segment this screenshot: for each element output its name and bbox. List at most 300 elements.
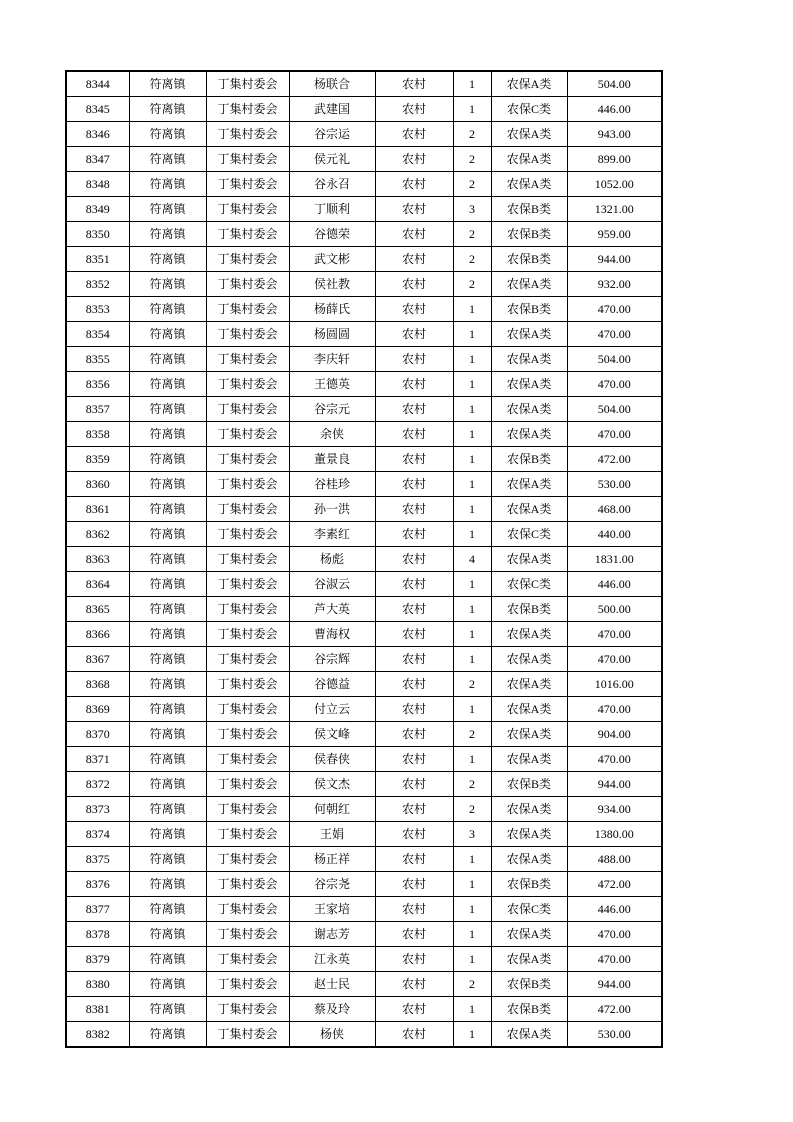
table-row xyxy=(66,372,662,397)
table-cell: 1 xyxy=(453,522,491,547)
table-cell: 丁集村委会 xyxy=(206,747,289,772)
table-cell: 农村 xyxy=(375,822,453,847)
table-cell: 8349 xyxy=(66,197,129,222)
table-cell: 丁集村委会 xyxy=(206,97,289,122)
table-cell: 932.00 xyxy=(567,272,662,297)
table-cell: 944.00 xyxy=(567,247,662,272)
table-cell: 杨彪 xyxy=(289,547,375,572)
table-cell: 8367 xyxy=(66,647,129,672)
table-cell: 470.00 xyxy=(567,322,662,347)
table-cell: 8382 xyxy=(66,1022,129,1048)
table-cell: 董景良 xyxy=(289,447,375,472)
table-cell: 农村 xyxy=(375,372,453,397)
table-cell: 8371 xyxy=(66,747,129,772)
table-cell: 8354 xyxy=(66,322,129,347)
table-cell: 8350 xyxy=(66,222,129,247)
table-row xyxy=(66,297,662,322)
table-cell: 符离镇 xyxy=(129,997,206,1022)
table-cell: 农村 xyxy=(375,397,453,422)
table-cell: 904.00 xyxy=(567,722,662,747)
table-cell: 899.00 xyxy=(567,147,662,172)
table-cell: 丁集村委会 xyxy=(206,71,289,97)
table-cell: 农村 xyxy=(375,272,453,297)
table-cell: 王家培 xyxy=(289,897,375,922)
table-cell: 符离镇 xyxy=(129,697,206,722)
table-row xyxy=(66,547,662,572)
table-cell: 农保A类 xyxy=(491,547,567,572)
table-row xyxy=(66,347,662,372)
table-cell: 农村 xyxy=(375,572,453,597)
table-cell: 农保A类 xyxy=(491,147,567,172)
table-cell: 8358 xyxy=(66,422,129,447)
table-cell: 农保A类 xyxy=(491,697,567,722)
table-cell: 符离镇 xyxy=(129,747,206,772)
table-cell: 农村 xyxy=(375,122,453,147)
table-cell: 530.00 xyxy=(567,472,662,497)
table-cell: 农保A类 xyxy=(491,347,567,372)
table-cell: 农保A类 xyxy=(491,1022,567,1048)
table-cell: 农保A类 xyxy=(491,947,567,972)
table-cell: 蔡及玲 xyxy=(289,997,375,1022)
table-cell: 500.00 xyxy=(567,597,662,622)
table-cell: 农保A类 xyxy=(491,472,567,497)
table-cell: 符离镇 xyxy=(129,972,206,997)
table-cell: 农村 xyxy=(375,672,453,697)
table-cell: 农保B类 xyxy=(491,197,567,222)
table-cell: 何朝红 xyxy=(289,797,375,822)
table-cell: 农保A类 xyxy=(491,172,567,197)
table-cell: 农村 xyxy=(375,872,453,897)
table-cell: 农保A类 xyxy=(491,397,567,422)
table-cell: 农保A类 xyxy=(491,672,567,697)
table-cell: 8370 xyxy=(66,722,129,747)
table-cell: 2 xyxy=(453,147,491,172)
table-cell: 符离镇 xyxy=(129,247,206,272)
table-cell: 符离镇 xyxy=(129,347,206,372)
table-row xyxy=(66,772,662,797)
table-cell: 农保B类 xyxy=(491,297,567,322)
table-cell: 农保C类 xyxy=(491,97,567,122)
table-cell: 446.00 xyxy=(567,572,662,597)
table-cell: 2 xyxy=(453,772,491,797)
table-cell: 农村 xyxy=(375,697,453,722)
table-cell: 8381 xyxy=(66,997,129,1022)
table-cell: 武建国 xyxy=(289,97,375,122)
table-cell: 944.00 xyxy=(567,972,662,997)
table-cell: 杨圆圆 xyxy=(289,322,375,347)
table-cell: 农村 xyxy=(375,997,453,1022)
table-row xyxy=(66,272,662,297)
table-cell: 符离镇 xyxy=(129,71,206,97)
table-cell: 944.00 xyxy=(567,772,662,797)
table-row xyxy=(66,722,662,747)
table-cell: 2 xyxy=(453,797,491,822)
table-cell: 农保C类 xyxy=(491,572,567,597)
table-row xyxy=(66,122,662,147)
table-cell: 2 xyxy=(453,122,491,147)
table-cell: 丁集村委会 xyxy=(206,697,289,722)
table-cell: 470.00 xyxy=(567,947,662,972)
table-cell: 470.00 xyxy=(567,697,662,722)
table-row xyxy=(66,797,662,822)
table-cell: 1 xyxy=(453,572,491,597)
table-row xyxy=(66,172,662,197)
table-cell: 付立云 xyxy=(289,697,375,722)
table-cell: 8364 xyxy=(66,572,129,597)
table-cell: 8379 xyxy=(66,947,129,972)
table-cell: 农保A类 xyxy=(491,647,567,672)
table-cell: 8344 xyxy=(66,71,129,97)
table-cell: 农保A类 xyxy=(491,822,567,847)
table-cell: 504.00 xyxy=(567,397,662,422)
table-cell: 丁集村委会 xyxy=(206,497,289,522)
table-cell: 符离镇 xyxy=(129,1022,206,1048)
table-cell: 8353 xyxy=(66,297,129,322)
table-cell: 934.00 xyxy=(567,797,662,822)
table-cell: 符离镇 xyxy=(129,422,206,447)
table-cell: 符离镇 xyxy=(129,822,206,847)
table-cell: 2 xyxy=(453,272,491,297)
table-cell: 农保B类 xyxy=(491,972,567,997)
table-cell: 1831.00 xyxy=(567,547,662,572)
table-cell: 472.00 xyxy=(567,997,662,1022)
table-cell: 谷永召 xyxy=(289,172,375,197)
table-cell: 武文彬 xyxy=(289,247,375,272)
table-cell: 农村 xyxy=(375,622,453,647)
table-cell: 丁集村委会 xyxy=(206,122,289,147)
table-row xyxy=(66,747,662,772)
table-cell: 符离镇 xyxy=(129,847,206,872)
table-cell: 符离镇 xyxy=(129,597,206,622)
table-cell: 8362 xyxy=(66,522,129,547)
table-cell: 谢志芳 xyxy=(289,922,375,947)
table-cell: 农村 xyxy=(375,197,453,222)
table-row xyxy=(66,947,662,972)
table-cell: 农村 xyxy=(375,797,453,822)
table-cell: 谷宗辉 xyxy=(289,647,375,672)
table-cell: 谷宗元 xyxy=(289,397,375,422)
table-cell: 农保B类 xyxy=(491,997,567,1022)
table-cell: 8369 xyxy=(66,697,129,722)
table-cell: 侯春侠 xyxy=(289,747,375,772)
table-cell: 丁集村委会 xyxy=(206,947,289,972)
table-cell: 472.00 xyxy=(567,872,662,897)
table-row xyxy=(66,822,662,847)
table-row xyxy=(66,572,662,597)
table-cell: 谷德益 xyxy=(289,672,375,697)
table-cell: 8352 xyxy=(66,272,129,297)
table-cell: 农村 xyxy=(375,472,453,497)
table-cell: 符离镇 xyxy=(129,122,206,147)
table-row xyxy=(66,622,662,647)
table-row xyxy=(66,322,662,347)
table-cell: 农保A类 xyxy=(491,722,567,747)
table-row xyxy=(66,222,662,247)
table-cell: 丁集村委会 xyxy=(206,722,289,747)
table-cell: 1 xyxy=(453,322,491,347)
table-cell: 李素红 xyxy=(289,522,375,547)
table-cell: 丁集村委会 xyxy=(206,522,289,547)
table-row xyxy=(66,647,662,672)
table-cell: 符离镇 xyxy=(129,197,206,222)
table-cell: 农村 xyxy=(375,547,453,572)
table-cell: 丁集村委会 xyxy=(206,297,289,322)
table-cell: 2 xyxy=(453,247,491,272)
table-cell: 农村 xyxy=(375,497,453,522)
table-cell: 1 xyxy=(453,647,491,672)
table-cell: 470.00 xyxy=(567,422,662,447)
table-cell: 8345 xyxy=(66,97,129,122)
table-cell: 丁集村委会 xyxy=(206,972,289,997)
table-cell: 8357 xyxy=(66,397,129,422)
table-cell: 丁集村委会 xyxy=(206,147,289,172)
table-cell: 丁集村委会 xyxy=(206,397,289,422)
table-cell: 侯社教 xyxy=(289,272,375,297)
table-row xyxy=(66,472,662,497)
table-cell: 农村 xyxy=(375,1022,453,1048)
table-cell: 农保A类 xyxy=(491,797,567,822)
table-cell: 农保A类 xyxy=(491,322,567,347)
table-cell: 丁集村委会 xyxy=(206,822,289,847)
table-cell: 8380 xyxy=(66,972,129,997)
table-cell: 杨薛氏 xyxy=(289,297,375,322)
table-cell: 8366 xyxy=(66,622,129,647)
table-body xyxy=(66,71,662,1047)
table-cell: 8373 xyxy=(66,797,129,822)
table-cell: 丁集村委会 xyxy=(206,247,289,272)
table-cell: 1 xyxy=(453,71,491,97)
table-cell: 8351 xyxy=(66,247,129,272)
table-cell: 农保A类 xyxy=(491,922,567,947)
table-cell: 农村 xyxy=(375,597,453,622)
table-cell: 1 xyxy=(453,947,491,972)
table-cell: 农保A类 xyxy=(491,622,567,647)
table-cell: 侯元礼 xyxy=(289,147,375,172)
table-row xyxy=(66,697,662,722)
table-cell: 符离镇 xyxy=(129,397,206,422)
table-cell: 1380.00 xyxy=(567,822,662,847)
table-cell: 1 xyxy=(453,447,491,472)
table-cell: 谷淑云 xyxy=(289,572,375,597)
table-cell: 符离镇 xyxy=(129,172,206,197)
table-row xyxy=(66,522,662,547)
table-cell: 农保A类 xyxy=(491,747,567,772)
table-cell: 丁集村委会 xyxy=(206,872,289,897)
table-cell: 农保B类 xyxy=(491,222,567,247)
table-cell: 农保A类 xyxy=(491,71,567,97)
table-cell: 符离镇 xyxy=(129,147,206,172)
table-cell: 1 xyxy=(453,997,491,1022)
table-cell: 2 xyxy=(453,972,491,997)
table-cell: 1 xyxy=(453,472,491,497)
table-row xyxy=(66,997,662,1022)
table-cell: 农保A类 xyxy=(491,497,567,522)
table-cell: 1052.00 xyxy=(567,172,662,197)
table-cell: 959.00 xyxy=(567,222,662,247)
table-cell: 农村 xyxy=(375,322,453,347)
table-cell: 1 xyxy=(453,922,491,947)
table-cell: 8374 xyxy=(66,822,129,847)
table-cell: 农村 xyxy=(375,847,453,872)
table-cell: 谷宗尧 xyxy=(289,872,375,897)
table-cell: 符离镇 xyxy=(129,897,206,922)
table-cell: 943.00 xyxy=(567,122,662,147)
table-cell: 丁集村委会 xyxy=(206,1022,289,1048)
table-cell: 农村 xyxy=(375,447,453,472)
table-cell: 农村 xyxy=(375,522,453,547)
table-cell: 农村 xyxy=(375,772,453,797)
table-cell: 符离镇 xyxy=(129,472,206,497)
table-row xyxy=(66,872,662,897)
table-row xyxy=(66,247,662,272)
table-cell: 符离镇 xyxy=(129,272,206,297)
table-cell: 504.00 xyxy=(567,347,662,372)
table-cell: 符离镇 xyxy=(129,672,206,697)
table-cell: 2 xyxy=(453,172,491,197)
table-cell: 丁集村委会 xyxy=(206,222,289,247)
table-cell: 农村 xyxy=(375,747,453,772)
table-cell: 农村 xyxy=(375,647,453,672)
table-cell: 8368 xyxy=(66,672,129,697)
table-cell: 符离镇 xyxy=(129,522,206,547)
table-cell: 2 xyxy=(453,222,491,247)
pension-record-table xyxy=(65,70,663,1048)
table-cell: 符离镇 xyxy=(129,222,206,247)
table-cell: 丁集村委会 xyxy=(206,847,289,872)
table-cell: 农保B类 xyxy=(491,447,567,472)
table-row xyxy=(66,71,662,97)
table-cell: 8363 xyxy=(66,547,129,572)
table-cell: 1 xyxy=(453,747,491,772)
table-cell: 472.00 xyxy=(567,447,662,472)
table-cell: 丁集村委会 xyxy=(206,197,289,222)
table-cell: 谷德荣 xyxy=(289,222,375,247)
table-cell: 芦大英 xyxy=(289,597,375,622)
table-cell: 丁集村委会 xyxy=(206,922,289,947)
table-cell: 符离镇 xyxy=(129,722,206,747)
table-row xyxy=(66,422,662,447)
table-cell: 丁集村委会 xyxy=(206,622,289,647)
table-cell: 农村 xyxy=(375,297,453,322)
table-cell: 符离镇 xyxy=(129,547,206,572)
table-cell: 1 xyxy=(453,297,491,322)
table-cell: 8361 xyxy=(66,497,129,522)
table-cell: 488.00 xyxy=(567,847,662,872)
table-cell: 农村 xyxy=(375,922,453,947)
table-cell: 王德英 xyxy=(289,372,375,397)
table-cell: 赵士民 xyxy=(289,972,375,997)
table-cell: 1 xyxy=(453,422,491,447)
table-cell: 符离镇 xyxy=(129,872,206,897)
table-cell: 农保A类 xyxy=(491,372,567,397)
table-row xyxy=(66,597,662,622)
table-cell: 8347 xyxy=(66,147,129,172)
table-cell: 王娟 xyxy=(289,822,375,847)
table-cell: 丁集村委会 xyxy=(206,797,289,822)
table-cell: 农保B类 xyxy=(491,872,567,897)
table-cell: 1 xyxy=(453,97,491,122)
table-cell: 符离镇 xyxy=(129,497,206,522)
table-row xyxy=(66,147,662,172)
table-cell: 丁集村委会 xyxy=(206,372,289,397)
table-row xyxy=(66,97,662,122)
table-cell: 470.00 xyxy=(567,647,662,672)
table-cell: 1321.00 xyxy=(567,197,662,222)
table-cell: 1 xyxy=(453,897,491,922)
table-cell: 470.00 xyxy=(567,922,662,947)
table-cell: 农村 xyxy=(375,422,453,447)
table-cell: 符离镇 xyxy=(129,922,206,947)
table-cell: 符离镇 xyxy=(129,647,206,672)
table-cell: 8356 xyxy=(66,372,129,397)
table-cell: 农保B类 xyxy=(491,772,567,797)
table-cell: 农保B类 xyxy=(491,597,567,622)
table-cell: 符离镇 xyxy=(129,372,206,397)
table-cell: 丁集村委会 xyxy=(206,347,289,372)
table-cell: 1 xyxy=(453,497,491,522)
table-cell: 1 xyxy=(453,1022,491,1048)
table-cell: 符离镇 xyxy=(129,297,206,322)
table-row xyxy=(66,447,662,472)
table-cell: 8348 xyxy=(66,172,129,197)
table-cell: 丁集村委会 xyxy=(206,647,289,672)
table-cell: 农保A类 xyxy=(491,422,567,447)
table-cell: 杨正祥 xyxy=(289,847,375,872)
table-row xyxy=(66,897,662,922)
table-cell: 曹海权 xyxy=(289,622,375,647)
table-cell: 农村 xyxy=(375,172,453,197)
table-cell: 8346 xyxy=(66,122,129,147)
table-cell: 农村 xyxy=(375,247,453,272)
table-cell: 8377 xyxy=(66,897,129,922)
table-cell: 8375 xyxy=(66,847,129,872)
table-cell: 丁集村委会 xyxy=(206,547,289,572)
table-cell: 1016.00 xyxy=(567,672,662,697)
table-cell: 农保C类 xyxy=(491,897,567,922)
table-cell: 4 xyxy=(453,547,491,572)
table-cell: 符离镇 xyxy=(129,447,206,472)
table-cell: 8355 xyxy=(66,347,129,372)
table-cell: 符离镇 xyxy=(129,772,206,797)
table-cell: 8372 xyxy=(66,772,129,797)
table-cell: 470.00 xyxy=(567,372,662,397)
table-cell: 1 xyxy=(453,697,491,722)
table-cell: 侯文峰 xyxy=(289,722,375,747)
table-cell: 8365 xyxy=(66,597,129,622)
table-cell: 丁顺利 xyxy=(289,197,375,222)
table-row xyxy=(66,672,662,697)
table-cell: 丁集村委会 xyxy=(206,897,289,922)
table-cell: 2 xyxy=(453,722,491,747)
table-cell: 农村 xyxy=(375,897,453,922)
table-cell: 丁集村委会 xyxy=(206,597,289,622)
table-cell: 丁集村委会 xyxy=(206,572,289,597)
table-cell: 符离镇 xyxy=(129,622,206,647)
table-cell: 504.00 xyxy=(567,71,662,97)
table-cell: 530.00 xyxy=(567,1022,662,1048)
table-cell: 丁集村委会 xyxy=(206,272,289,297)
table-cell: 1 xyxy=(453,347,491,372)
table-cell: 3 xyxy=(453,822,491,847)
table-cell: 农村 xyxy=(375,947,453,972)
table-cell: 1 xyxy=(453,597,491,622)
table-cell: 2 xyxy=(453,672,491,697)
table-row xyxy=(66,497,662,522)
table-cell: 李庆轩 xyxy=(289,347,375,372)
table-cell: 江永英 xyxy=(289,947,375,972)
table-cell: 470.00 xyxy=(567,747,662,772)
table-cell: 440.00 xyxy=(567,522,662,547)
